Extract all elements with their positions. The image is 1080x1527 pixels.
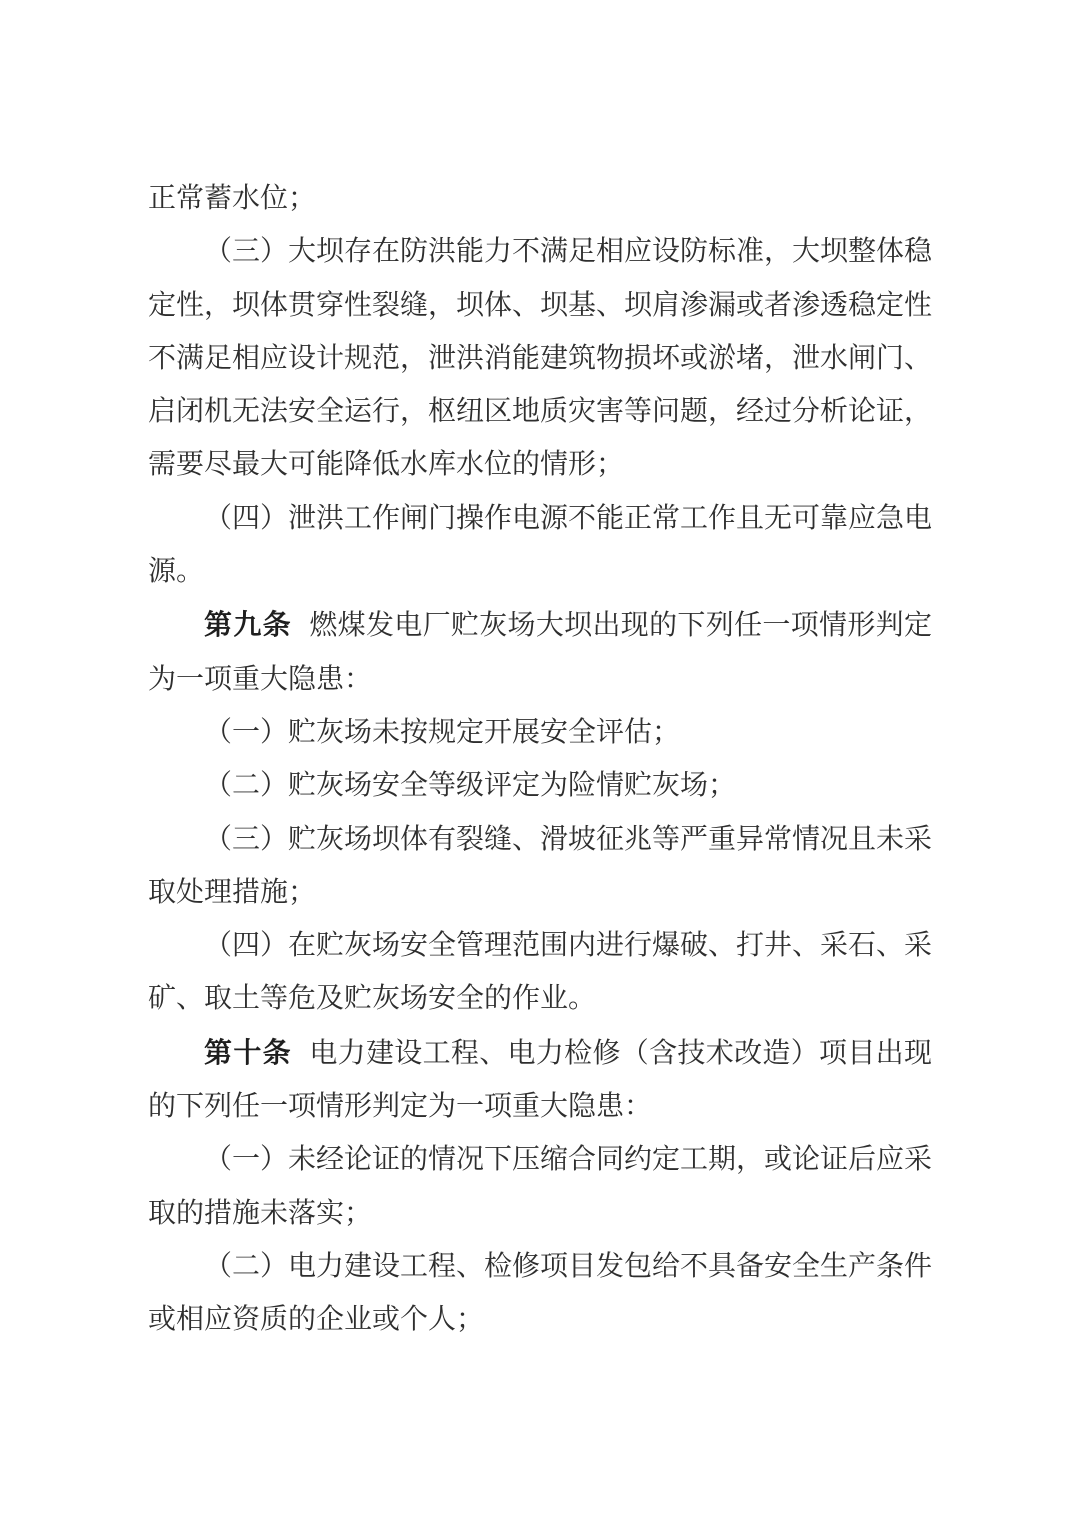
paragraph-text: （四）泄洪工作闸门操作电源不能正常工作且无可靠应急电源。 [148,502,933,588]
paragraph [148,172,932,225]
paragraph-text: （四）在贮灰场安全管理范围内进行爆破、打井、采石、采矿、取土等危及贮灰场安全的作业。 [148,930,933,1015]
paragraph [148,225,932,491]
paragraph-text: 电力建设工程、电力检修（含技术改造）项目出现的下列任一项情形判定为一项重大隐患： [148,1037,932,1123]
paragraph-text: （一）未经论证的情况下压缩合同约定工期，或论证后应采取的措施未落实； [148,1144,933,1229]
article-number-heading: 第十条 [204,1036,292,1068]
paragraph-text: （三）大坝存在防洪能力不满足相应设防标准，大坝整体稳定性，坝体贯穿性裂缝，坝体、坝基、坝肩渗漏或者渗透稳定性不满足相应设计规范，泄洪消能建筑物损坏或淤堵，泄水闸门、启闭机无法安全运行，枢纽区地质灾害等问题，经过分析论证，需要尽最大可能降低水库水位的情形； [148,236,933,481]
paragraph [148,492,932,599]
paragraph-text: 正常蓄水位； [148,183,317,214]
article-paragraph [148,598,932,706]
paragraph [148,1133,932,1240]
paragraph [148,759,932,812]
paragraph [148,1240,932,1347]
paragraph [148,813,932,920]
paragraph-text: （三）贮灰场坝体有裂缝、滑坡征兆等严重异常情况且未采取处理措施； [148,823,933,908]
paragraph [148,919,932,1026]
article-paragraph [148,1026,932,1134]
paragraph-text: （一）贮灰场未按规定开展安全评估； [204,716,681,748]
article-number-heading: 第九条 [204,609,292,641]
paragraph-text: 燃煤发电厂贮灰场大坝出现的下列任一项情形判定为一项重大隐患： [148,610,932,695]
paragraph-text: （二）贮灰场安全等级评定为险情贮灰场； [204,770,737,802]
paragraph-text: （二）电力建设工程、检修项目发包给不具备安全生产条件或相应资质的企业或个人； [148,1250,933,1336]
document-text-block [148,172,932,1347]
paragraph [148,706,932,759]
